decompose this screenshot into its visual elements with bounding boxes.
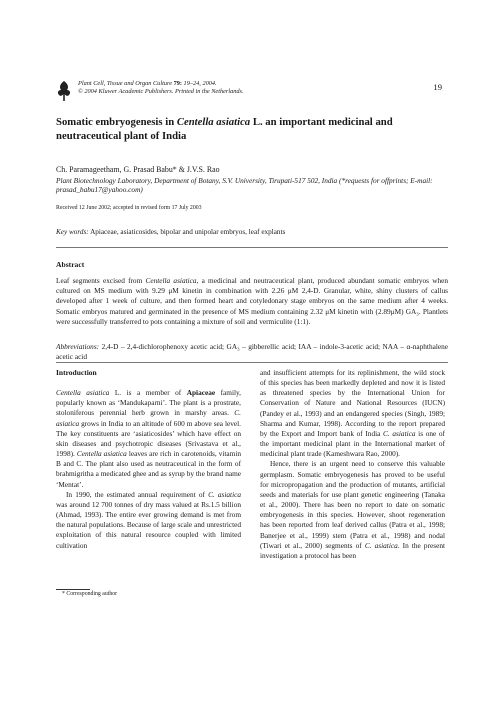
copyright-line: © 2004 Kluwer Academic Publishers. Printed in the Netherlands. [78, 88, 244, 96]
abbreviations-label: Abbreviations: [56, 342, 100, 351]
footnote: * Corresponding author [62, 591, 118, 597]
author-list: Ch. Paramageetham, G. Prasad Babu* & J.V.S. Rao [56, 165, 220, 174]
article-title: Somatic embryogenesis in Centella asiatica L. an important medicinal and neutraceutical plant of India [56, 116, 393, 142]
keywords-label: Key words: [56, 228, 89, 236]
journal-name: Plant Cell, Tissue and Organ Culture [78, 80, 172, 87]
body-paragraph: Hence, there is an urgent need to conserve this valuable germplasm. Somatic embryogenesis has proved to be useful for micropropagation and the production of mutants, artificial seeds and materials for use plant genetic engineering (Tanaka et al., 2000). There has been no report to date on somatic embryogenesis in this species. However, shoot regeneration has been reported from leaf derived callus (Patra et al., 1998; Banerjee et al., 1999) stem (Patra et al., 1998) and nodal (Tiwari et al., 2000) segments of C. asiatica. In the present investigation a protocol has been [260, 459, 445, 560]
abbreviations: Abbreviations: 2,4-D – 2,4-dichlorophenoxy acetic acid; GA₃ – gibberellic acid; IAA – indole-3-acetic acid; NAA – α-naphthalene acetic acid [56, 342, 448, 362]
body-paragraph: and insufficient attempts for its replinishment, the wild stock of this species has been markedly depleted and now it is listed as threatened species by the International Union for Conservation of Nature and National Resources (IUCN) (Pandey et al., 1993) and an endangered species (Singh, 1989; Sharma and Kumar, 1998). According to the report prepared by the Export and Import bank of India C. asiatica is one of the important medicinal plant in the International market of medicinal plant trade (Kameshwara Rao, 2000). [260, 368, 445, 459]
introduction-heading: Introduction [56, 368, 97, 377]
divider [56, 247, 448, 248]
title-species: Centella asiatica [176, 116, 251, 128]
keywords: Key words: Apiaceae, asiaticosides, bipolar and unipolar embryos, leaf explants [56, 228, 286, 236]
author-affiliation: Plant Biotechnology Laboratory, Department of Botany, S.V. University, Tirupati-517 502, India (*requests for offprints; E-mail: prasad_babu17@yahoo.com) [56, 176, 433, 195]
received-dates: Received 12 June 2002; accepted in revised form 17 July 2003 [56, 205, 202, 211]
publisher-logo-icon [56, 80, 72, 102]
journal-volume: 79: [173, 80, 182, 87]
left-column [56, 368, 241, 551]
body-paragraph: In 1990, the estimated annual requirement of C. asiatica was around 12 700 tonnes of dry mass valued at Rs.1.5 billion (Ahmad, 1993). The entire ever growing demand is met from the natural populations. Because of large scale and unrestricted exploitation of this natural resource coupled with limited cultivation [56, 489, 241, 550]
footnote-rule [56, 589, 90, 590]
divider [56, 362, 448, 363]
right-column [260, 368, 445, 561]
journal-pages: 19–24, 2004. [181, 80, 217, 87]
body-paragraph: Centella asiatica L. is a member of Apiaceae family, popularly known as ‘Mandukaparni’. The plant is a prostrate, stoloniferous perennial herb grown in marshy areas. C. asiatica grows in India to an altitude of 600 m above sea level. The key constituents are ‘asiaticosides’ which have effect on skin diseases and psychotropic diseases (Srivastava et al., 1998). Centella asiatica leaves are rich in carotenoids, vitamin B and C. The plant also used as neutraceutical in the form of brahmigritha a medicated ghee and as syrup by the brand name ‘Mentat’. [56, 388, 242, 489]
page-number: 19 [433, 82, 442, 92]
abstract-text: Leaf segments excised from Centella asiatica, a medicinal and neutraceutical plant, produced abundant somatic embryos when cultured on MS medium with 9.29 μM kinetin in combination with 2.26 μM 2,4-D. Granular, white, shiny clusters of callus developed after 1 week of culture, and then formed heart and cotyledonary stage embryos on the same medium after 4 weeks. Somatic embryos matured and germinated in the presence of MS medium containing 2.32 μM kinetin with (2.89μM) GA₃. Plantlets were successfully transferred to pots containing a mixture of soil and vermiculite (1:1). [56, 276, 448, 326]
abstract-heading: Abstract [56, 260, 85, 269]
journal-citation [78, 80, 378, 97]
